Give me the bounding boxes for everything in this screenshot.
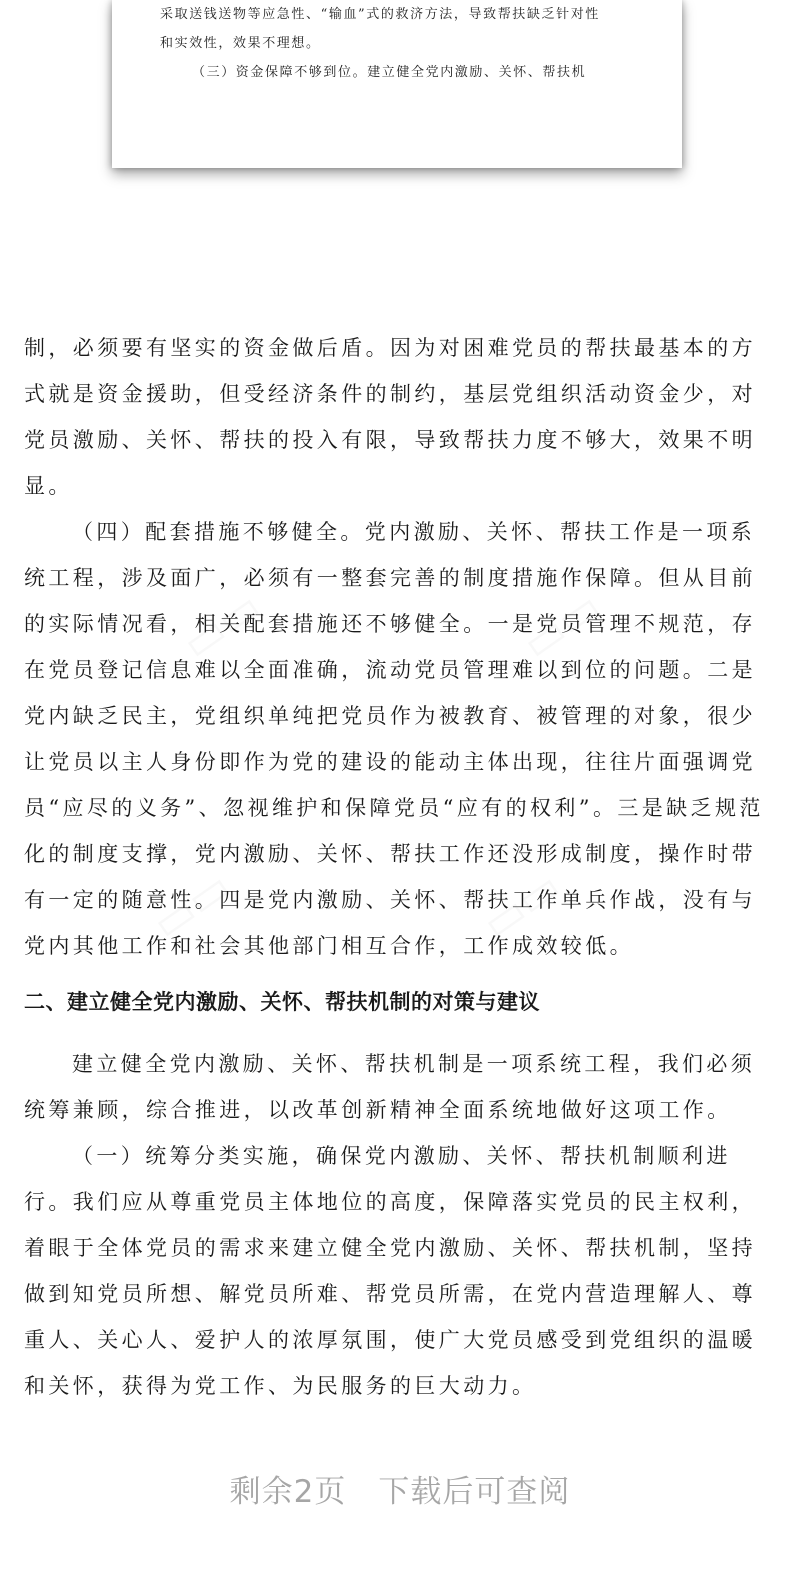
text-line: 在党员登记信息难以全面准确，流动党员管理难以到位的问题。二是 bbox=[24, 658, 756, 682]
text-line: 制，必须要有坚实的资金做后盾。因为对困难党员的帮扶最基本的方 bbox=[24, 336, 756, 360]
preview-line: 采取送钱送物等应急性、“输血”式的救济方法，导致帮扶缺乏针对性 bbox=[160, 7, 600, 22]
text-line: 有一定的随意性。四是党内激励、关怀、帮扶工作单兵作战，没有与 bbox=[24, 888, 756, 912]
text-line: 式就是资金援助，但受经济条件的制约，基层党组织活动资金少，对 bbox=[24, 382, 756, 406]
preview-text bbox=[160, 0, 660, 87]
previous-page-preview bbox=[112, 0, 682, 168]
text-line: （一）统筹分类实施，确保党内激励、关怀、帮扶机制顺利进 bbox=[72, 1144, 731, 1168]
preview-line: 和实效性，效果不理想。 bbox=[160, 36, 321, 51]
text-line: 行。我们应从尊重党员主体地位的高度，保障落实党员的民主权利， bbox=[24, 1190, 756, 1214]
paragraph-funding bbox=[24, 325, 776, 509]
text-line: 统筹兼顾，综合推进，以改革创新精神全面系统地做好这项工作。 bbox=[24, 1098, 732, 1122]
text-line: 做到知党员所想、解党员所难、帮党员所需，在党内营造理解人、尊 bbox=[24, 1282, 756, 1306]
download-prompt[interactable] bbox=[0, 1466, 800, 1511]
watermark-shape: ▭▭ bbox=[472, 860, 571, 951]
watermark-shape: ▭▭ bbox=[512, 580, 611, 671]
text-line: 的实际情况看，相关配套措施还不够健全。一是党员管理不规范，存 bbox=[24, 612, 756, 636]
download-hint-label[interactable]: 下载后可查阅 bbox=[378, 1474, 571, 1510]
watermark-shape: ▭▭ bbox=[172, 580, 271, 671]
preview-line: （三）资金保障不够到位。建立健全党内激励、关怀、帮扶机 bbox=[192, 65, 587, 80]
text-line: 党员激励、关怀、帮扶的投入有限，导致帮扶力度不够大，效果不明 bbox=[24, 428, 756, 452]
text-line: （四）配套措施不够健全。党内激励、关怀、帮扶工作是一项系 bbox=[72, 520, 756, 544]
paragraph-supporting-measures bbox=[24, 509, 776, 969]
text-line: 党内缺乏民主，党组织单纯把党员作为被教育、被管理的对象，很少 bbox=[24, 704, 756, 728]
paragraph-intro bbox=[24, 1041, 776, 1133]
text-line: 化的制度支撑，党内激励、关怀、帮扶工作还没形成制度，操作时带 bbox=[24, 842, 756, 866]
text-line: 重人、关心人、爱护人的浓厚氛围，使广大党员感受到党组织的温暖 bbox=[24, 1328, 756, 1352]
text-line: 让党员以主人身份即作为党的建设的能动主体出现，往往片面强调党 bbox=[24, 750, 756, 774]
text-line: 统工程，涉及面广，必须有一整套完善的制度措施作保障。但从目前 bbox=[24, 566, 756, 590]
watermark-shape: ▭▭ bbox=[142, 860, 241, 951]
text-line: 着眼于全体党员的需求来建立健全党内激励、关怀、帮扶机制，坚持 bbox=[24, 1236, 756, 1260]
text-line: 建立健全党内激励、关怀、帮扶机制是一项系统工程，我们必须 bbox=[72, 1052, 756, 1076]
text-line: 显。 bbox=[24, 474, 73, 498]
text-line: 和关怀，获得为党工作、为民服务的巨大动力。 bbox=[24, 1374, 537, 1398]
text-line: 党内其他工作和社会其他部门相互合作，工作成效较低。 bbox=[24, 934, 634, 958]
text-line: 员“应尽的义务”、忽视维护和保障党员“应有的权利”。三是缺乏规范 bbox=[24, 796, 764, 820]
paragraph-implementation bbox=[24, 1133, 776, 1409]
document-body bbox=[24, 325, 776, 1409]
section-heading: 二、建立健全党内激励、关怀、帮扶机制的对策与建议 bbox=[24, 990, 540, 1014]
remaining-pages-label[interactable]: 剩余2页 bbox=[229, 1474, 347, 1510]
